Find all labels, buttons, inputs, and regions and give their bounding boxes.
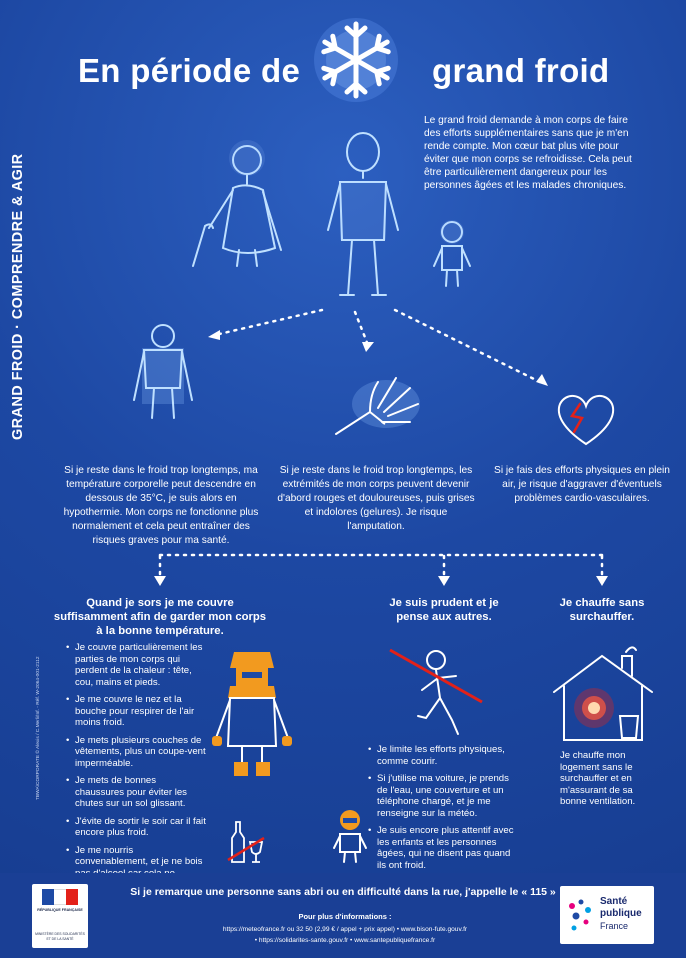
sp-line-1: Santé [600,896,628,907]
child-illustration [432,218,472,288]
list-item: • J'évite de sortir le soir car il fait encore plus froid. [66,816,206,839]
list-item: • Si j'utilise ma voiture, je prends de l'eau, une couverture et un téléphone chargé, et je me renseigne sur la météo. [368,773,520,819]
careful-heading: Je suis prudent et je pense aux autres. [389,597,499,623]
list-item: • Je mets plusieurs couches de vêtements, plus un coupe-vent imperméable. [66,735,206,770]
cover-heading: Quand je sors je me couvre suffisamment afin de garder mon corps à la bonne température. [53,597,267,637]
risk-frostbite-text: Si je reste dans le froid trop longtemps, les extrémités de mon corps peuvent devenir d'abord rouges et douloureuses, puis grises et indolores (gelures). Je risque l'amputation. [277,465,475,532]
title-right: grand froid [432,52,610,89]
snowflake-icon [306,10,406,110]
ministry-logo [32,884,88,948]
intro-text: Le grand froid demande à mon corps de faire des efforts supplémentaires sans que je m'en rende compte. Mon cœur bat plus vite pour éviter que mon corps se refroidisse. Cela peut être particulièrement dangereux pour les personnes âgées et les malades chroniques. [424,115,632,191]
title-left: En période de [78,52,301,89]
sante-publique-logo [560,886,654,944]
vertical-credit: TBWA\CORPORATE © Alexis / C.Merli/Inf. - Réf. W-2064-001-2112 [36,656,41,800]
list-item: • Je me nourris convenablement, et je ne bois [66,845,206,891]
side-label: GRAND FROID · COMPRENDRE & AGIR [10,153,26,440]
sante-publique-dots-icon [566,896,596,936]
elderly-woman-illustration [185,138,295,268]
no-alcohol-icon [226,820,266,864]
marianne-flag-icon [42,889,78,905]
heat-heading: Je chauffe sans surchauffer. [559,597,645,623]
actions-divider [0,550,686,590]
list-item: • Je limite les efforts physiques, comme courir. [368,744,520,767]
sp-line-2: publique [600,908,642,919]
house-heating-illustration [548,650,658,746]
list-item: • Je couvre particulièrement les parties de mon corps qui perdent de la chaleur : tête, cou, mains et pieds. [66,642,206,688]
risk-heart-text: Si je fais des efforts physiques en plein air, je risque d'aggraver d'éventuels problèmes cardio-vasculaires. [494,465,670,504]
child-winter-illustration [330,808,370,864]
ministry-name-line-1: MINISTÈRE DES SOLIDARITÉS [35,932,85,936]
info-title: Pour plus d'informations : [298,912,392,921]
careful-list [368,744,520,877]
ministry-republic: RÉPUBLIQUE FRANÇAISE [37,908,83,912]
list-item: • Je mets de bonnes chaussures pour éviter les chutes sur un sol glissant. [66,775,206,810]
bundled-person-illustration [212,638,292,778]
heat-text: Je chauffe mon logement sans le surchauffer et en m'assurant de sa bonne ventilation. [560,750,636,807]
cover-list [66,642,206,897]
list-item: • Je me couvre le nez et la bouche pour respirer de l'air moins froid. [66,694,206,729]
ministry-name-line-2: ET DE LA SANTÉ [46,937,74,941]
list-item: • Je suis encore plus attentif avec les enfants et les personnes âgées, qui ne disent pas quand ils ont froid. [368,825,520,871]
broken-heart-icon [554,388,618,448]
risk-hypothermia-text: Si je reste dans le froid trop longtemps, ma température corporelle peut descendre en dessous de 35°C, je suis alors en hypothermie. Mon corps ne fonctionne plus normalement et cela peut entraîner des risques graves pour ma santé. [63,465,259,546]
alert-115: Si je remarque une personne sans abri ou en difficulté dans la rue, j'appelle le « 115 » [130,886,556,898]
frozen-hand-icon [330,372,430,442]
cold-body-icon [128,322,198,422]
info-line-2[interactable]: • https://solidarites-sante.gouv.fr • www.santepubliquefrance.fr [254,937,436,944]
runner-illustration [388,646,498,736]
man-illustration [318,130,408,300]
info-line-1[interactable]: https://meteofrance.fr ou 32 50 (2,99 € / appel + prix appel) • www.bison-fute.gouv.fr [222,926,468,933]
sp-line-3: France [600,921,629,931]
